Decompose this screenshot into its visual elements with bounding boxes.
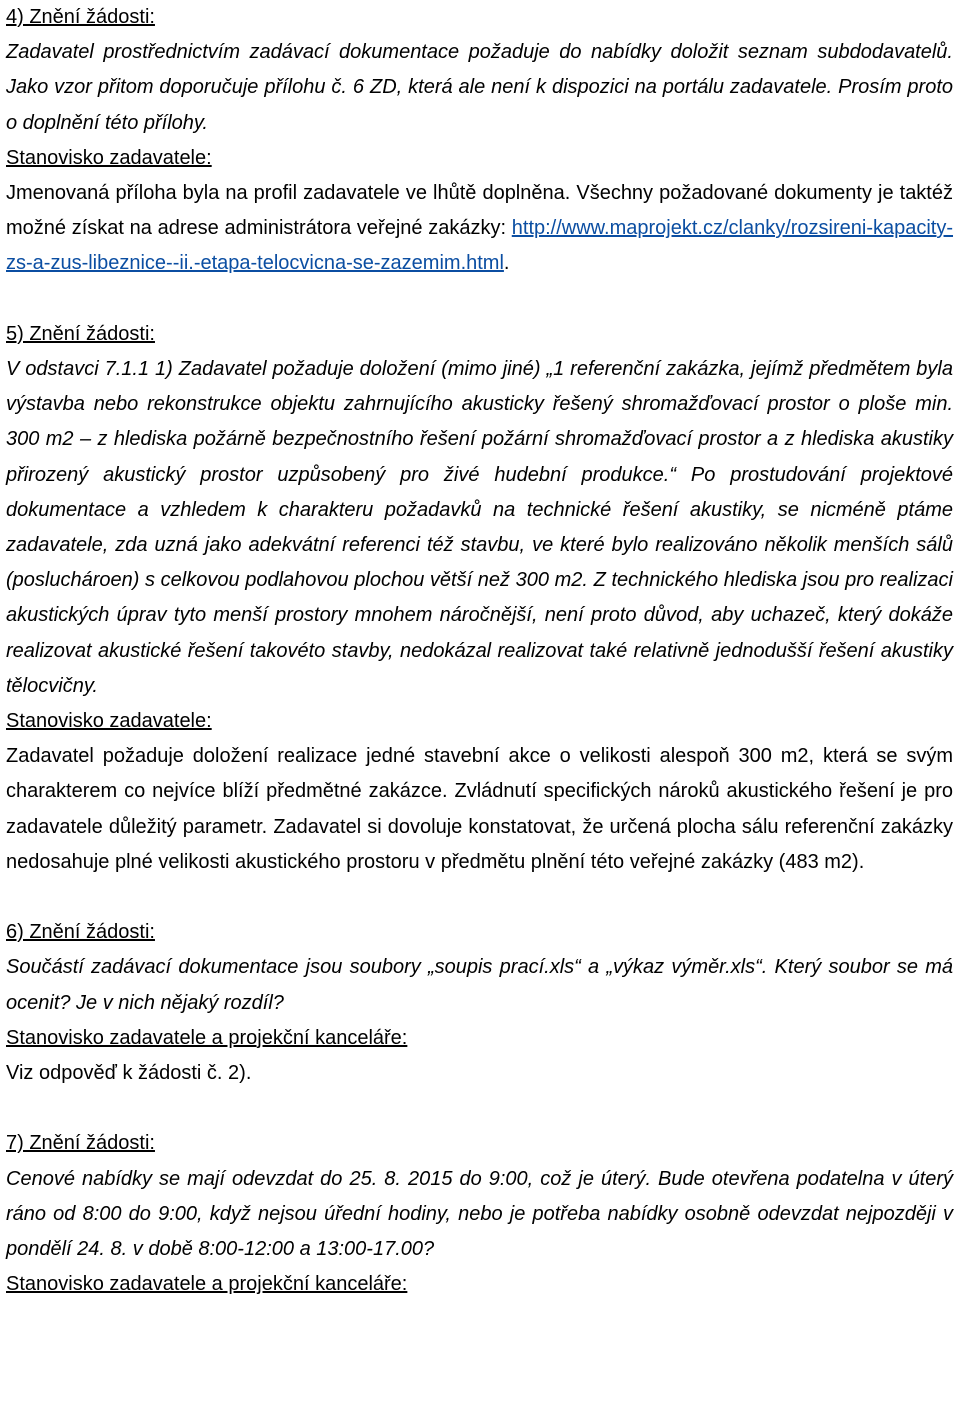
section-4-answer-text: Jmenovaná příloha byla na profil zadavatele ve lhůtě doplněna. Všechny požadované dokumenty je taktéž možné získat na adrese administrátora veřejné zakázky:	[6, 182, 953, 240]
section-7	[6, 1126, 953, 1302]
section-6-request: Součástí zadávací dokumentace jsou soubory „soupis prací.xls“ a „výkaz výměr.xls“. Který soubor se má ocenit? Je v nich nějaký rozdíl?	[6, 956, 953, 1014]
section-4	[6, 0, 953, 282]
section-5-request: V odstavci 7.1.1 1) Zadavatel požaduje doložení (mimo jiné) „1 referenční zakázka, jejímž předmětem byla výstavba nebo rekonstrukce objektu zahrnujícího akusticky řešený shromažďovací prostor o ploše min. 300 m2 – z hlediska požárně bezpečnostního řešení požární shromažďovací prostor a z hlediska akustiky přirozený akustický prostor uzpůsobený pro živé hudební produkce.“ Po prostudování projektové dokumentace a vzhledem k charakteru požadavků na technické řešení akustiky, se nicméně ptáme zadavatele, zda uzná jako adekvátní referenci též stavbu, ve které bylo realizováno několik menších sálů (posluchároen) s celkovou podlahovou plochou větší než 300 m2. Z technického hlediska jsou pro realizaci akustických úprav tyto menší prostory mnohem náročnější, není proto důvod, aby uchazeč, který dokáže realizovat akustické řešení takovéto stavby, nedokázal realizovat také relativně jednodušší řešení akustiky tělocvičny.	[6, 358, 953, 697]
section-4-request: Zadavatel prostřednictvím zadávací dokumentace požaduje do nabídky doložit seznam subdodavatelů. Jako vzor přitom doporučuje přílohu č. 6 ZD, která ale není k dispozici na portálu zadavatele. Prosím proto o doplnění této přílohy.	[6, 41, 953, 134]
section-4-answer-link-suffix: .	[503, 252, 510, 275]
section-7-answer-heading: Stanovisko zadavatele a projekční kanceláře:	[6, 1273, 408, 1296]
section-6	[6, 915, 953, 1091]
section-gap	[6, 282, 953, 317]
section-5	[6, 317, 953, 880]
section-6-heading: 6) Znění žádosti:	[6, 921, 155, 944]
section-6-answer: Viz odpověď k žádosti č. 2).	[6, 1062, 252, 1085]
section-5-heading: 5) Znění žádosti:	[6, 322, 155, 345]
section-6-answer-heading: Stanovisko zadavatele a projekční kanceláře:	[6, 1026, 408, 1049]
section-7-heading: 7) Znění žádosti:	[6, 1132, 155, 1155]
section-gap	[6, 880, 953, 915]
section-4-answer	[6, 176, 953, 282]
section-7-request: Cenové nabídky se mají odevzdat do 25. 8. 2015 do 9:00, což je úterý. Bude otevřena podatelna v úterý ráno od 8:00 do 9:00, když nejsou úřední hodiny, nebo je potřeba nabídky osobně odevzdat nejpozději v pondělí 24. 8. v době 8:00-12:00 a 13:00-17.00?	[6, 1167, 953, 1261]
administrator-link[interactable]: http://www.maprojekt.cz/clanky/rozsireni-kapacity-zs-a-zus-libeznice--ii.-etapa-telocvicna-se-zazemim.html	[6, 217, 954, 275]
section-4-answer-heading: Stanovisko zadavatele:	[6, 146, 212, 169]
section-5-answer: Zadavatel požaduje doložení realizace jedné stavební akce o velikosti alespoň 300 m2, která se svým charakterem co nejvíce blíží předmětné zakázce. Zvládnutí specifických nároků akustického řešení je pro zadavatele důležitý parametr. Zadavatel si dovoluje konstatovat, že určená plocha sálu referenční zakázky nedosahuje plné velikosti akustického prostoru v předmětu plnění této veřejné zakázky (483 m2).	[6, 745, 953, 873]
section-5-answer-heading: Stanovisko zadavatele:	[6, 710, 212, 733]
section-4-heading: 4) Znění žádosti:	[6, 6, 155, 28]
section-gap	[6, 1091, 953, 1126]
